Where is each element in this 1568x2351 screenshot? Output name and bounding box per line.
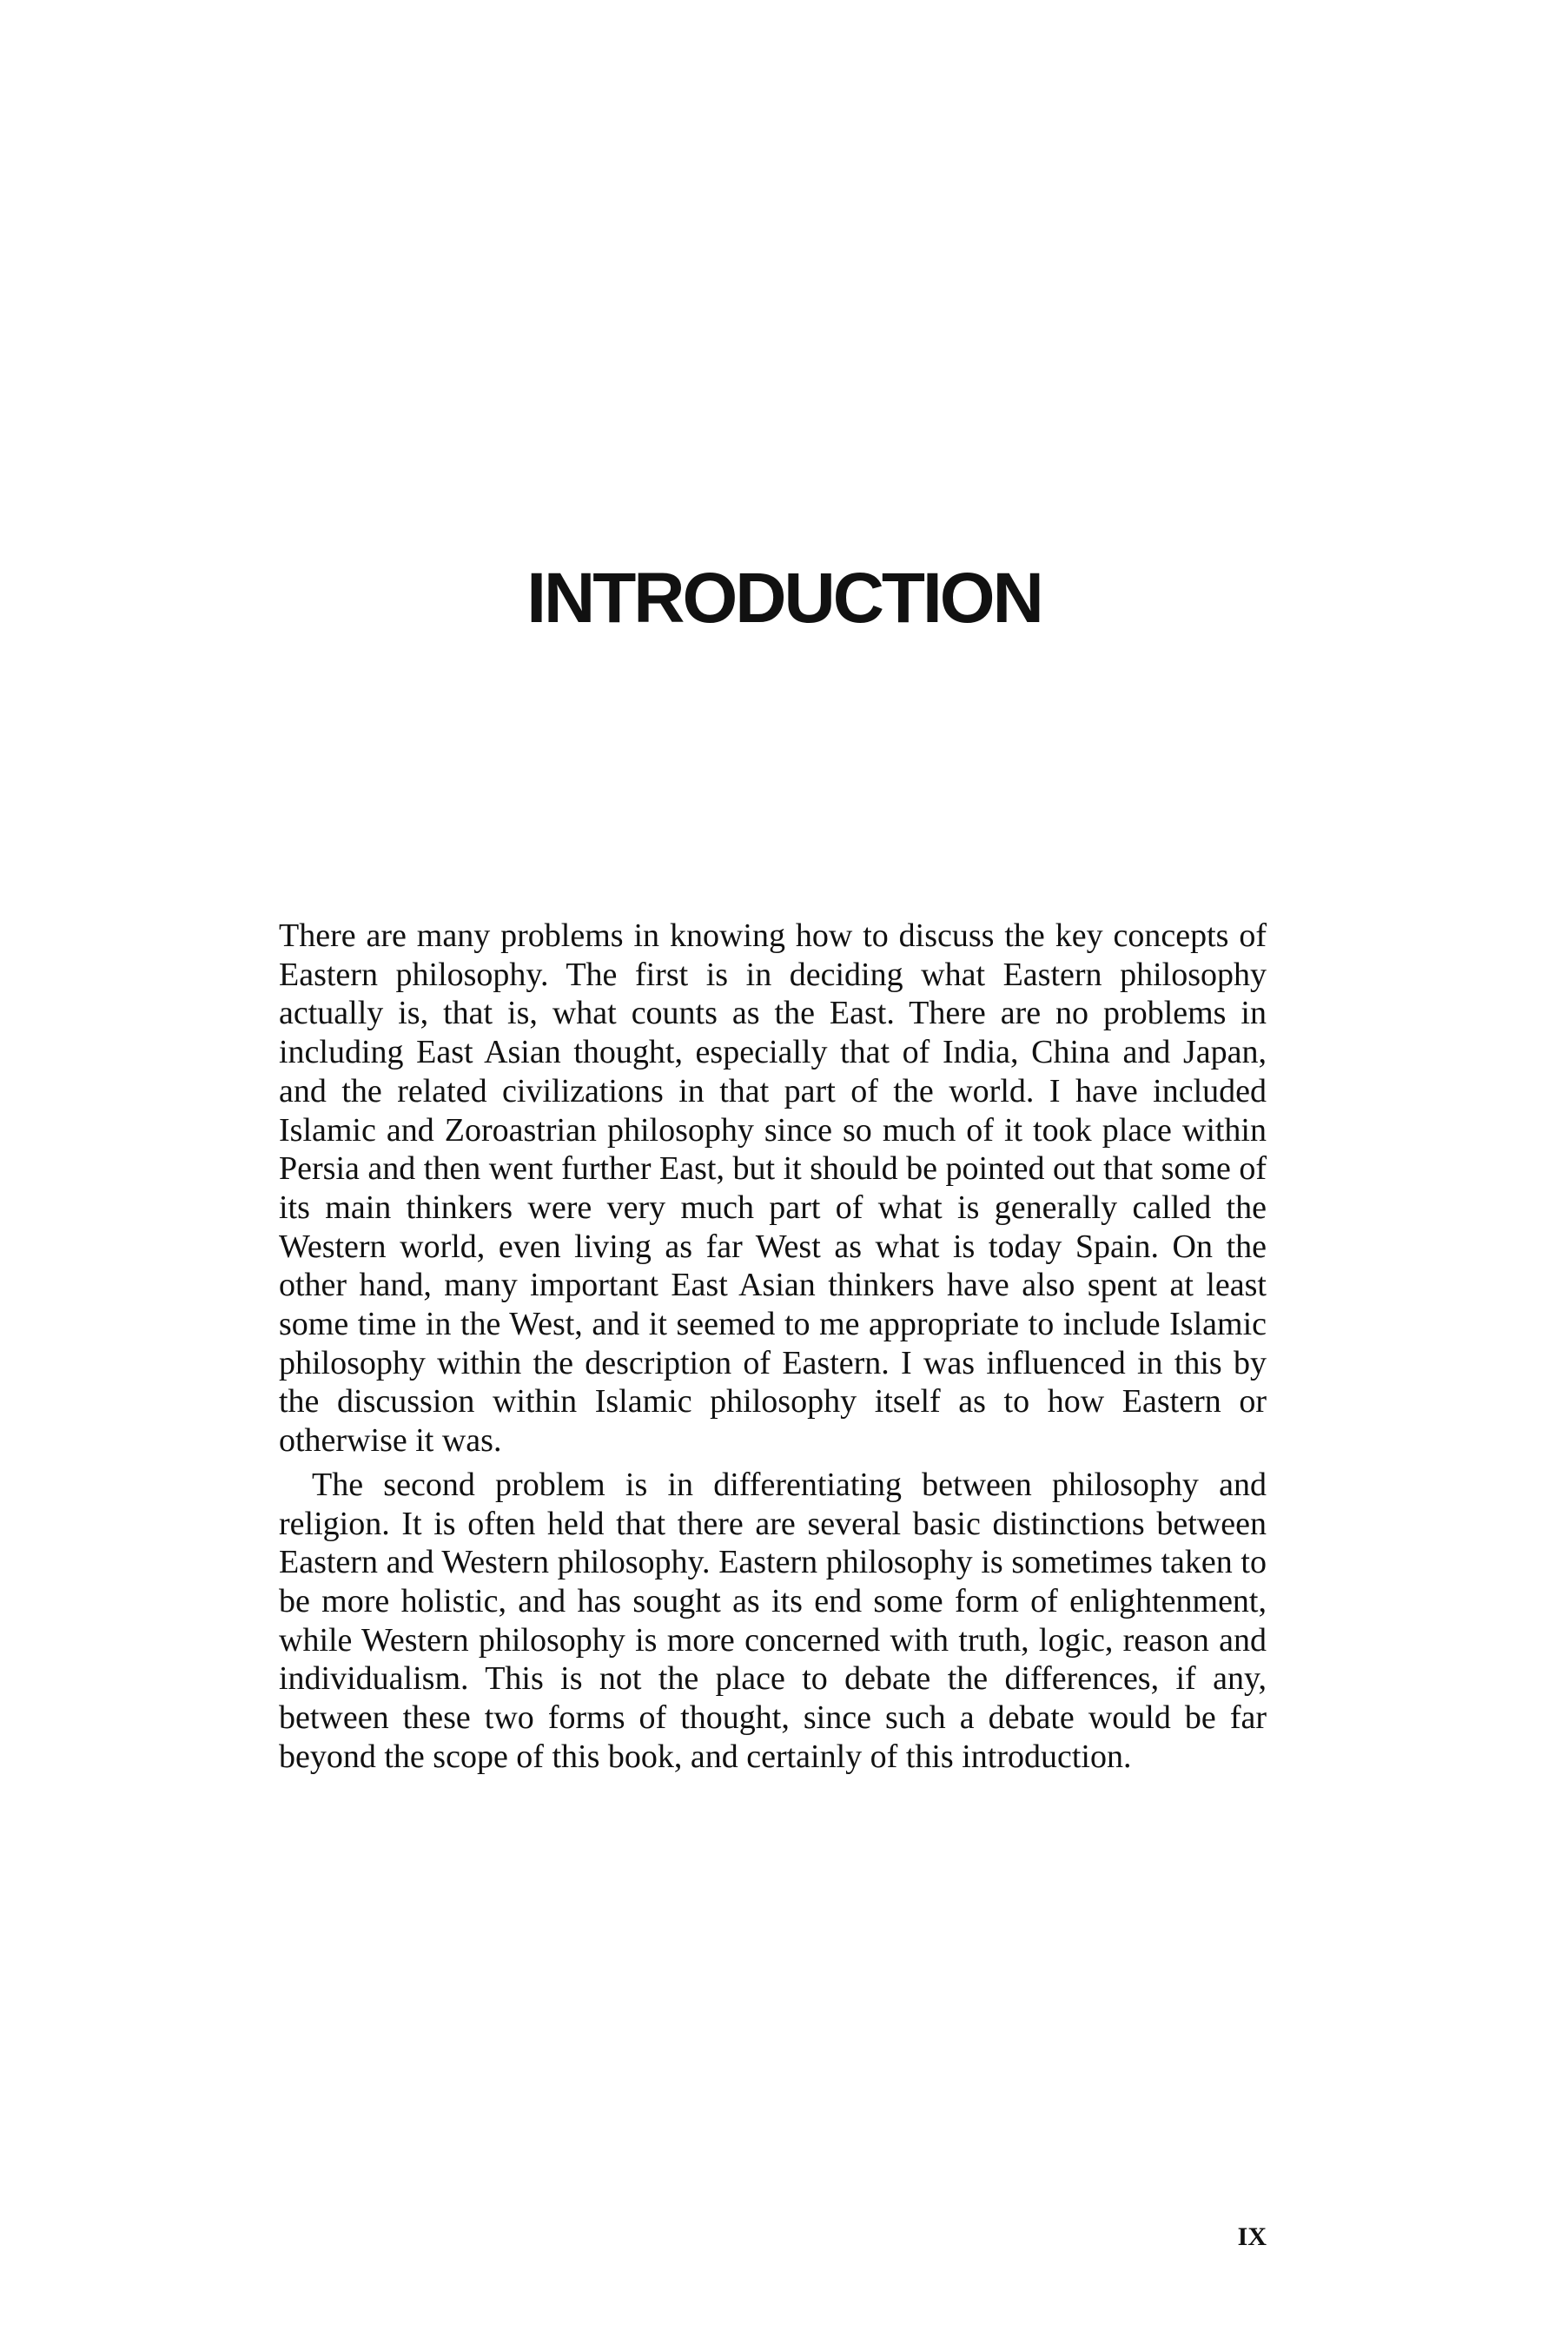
- paragraph-1: There are many problems in knowing how to discuss the key concepts of Eastern philosophy. The first is in deciding what Eastern philosophy actually is, that is, what counts as the East. There are no problems in including East Asian thought, especially that of India, China and Japan, and the related civilizations in that part of the world. I have included Islamic and Zoroastrian philosophy since so much of it took place within Persia and then went further East, but it should be pointed out that some of its main thinkers were very much part of what is generally called the Western world, even living as far West as what is today Spain. On the other hand, many important East Asian thinkers have also spent at least some time in the West, and it seemed to me appropriate to include Islamic philosophy within the description of Eastern. I was influenced in this by the discussion within Islamic philosophy itself as to how Eastern or otherwise it was.: [279, 917, 1267, 1460]
- page-number: IX: [1237, 2222, 1267, 2251]
- chapter-title: INTRODUCTION: [526, 559, 1042, 638]
- paragraph-2: The second problem is in differentiating between philosophy and religion. It is often held that there are several basic distinctions between Eastern and Western philosophy. Eastern philosophy is sometimes taken to be more holistic, and has sought as its end some form of enlightenment, while Western philosophy is more concerned with truth, logic, reason and individualism. This is not the place to debate the differences, if any, between these two forms of thought, since such a debate would be far beyond the scope of this book, and certainly of this introduction.: [279, 1466, 1267, 1775]
- body-text: [279, 917, 1267, 1776]
